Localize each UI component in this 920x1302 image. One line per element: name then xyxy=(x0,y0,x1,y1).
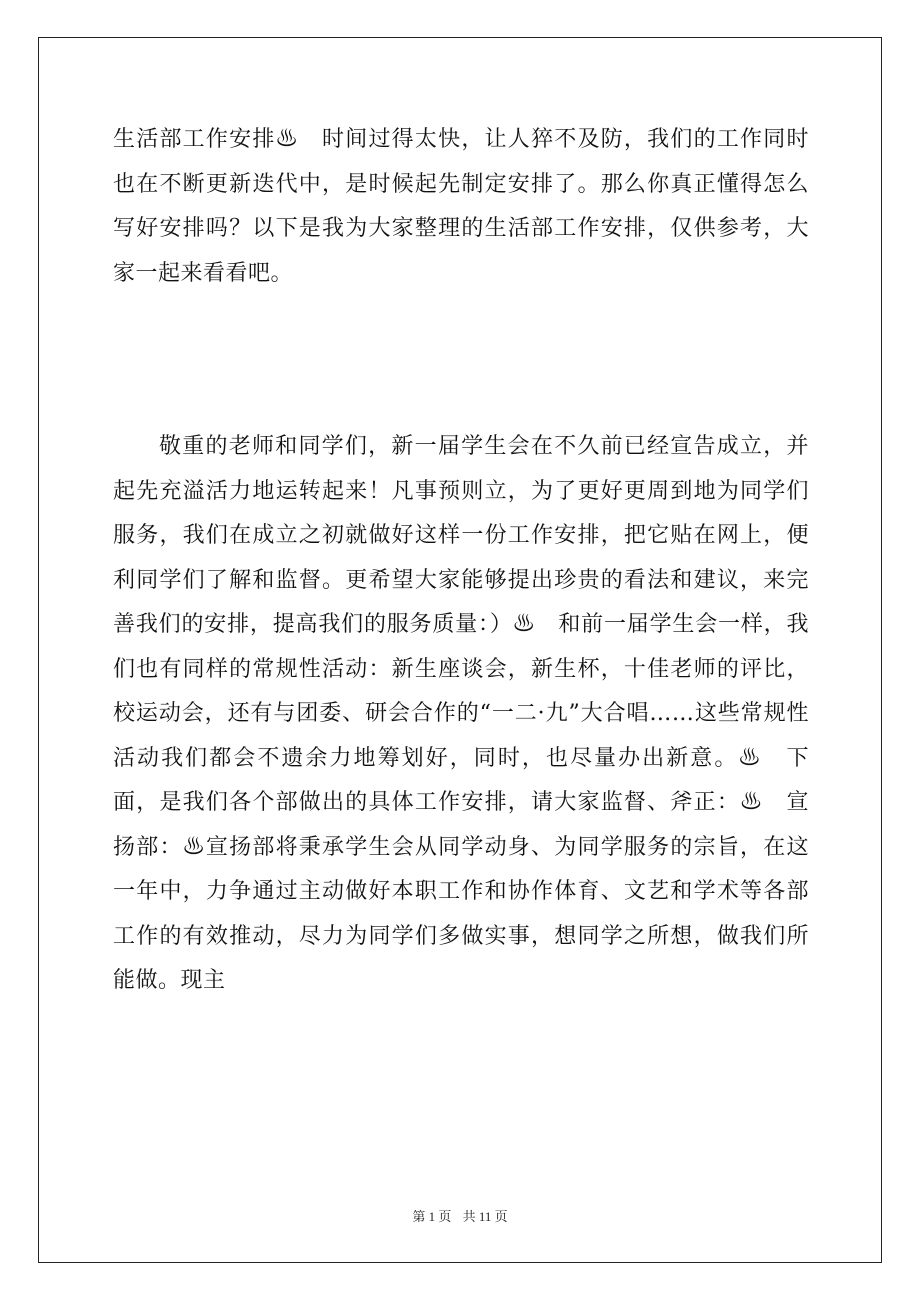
page-number: 第 1 页 xyxy=(412,1209,452,1224)
intro-paragraph: 生活部工作安排♨ 时间过得太快，让人猝不及防，我们的工作同时也在不断更新迭代中，是时候起先制定安排了。那么你真正懂得怎么写好安排吗？以下是我为大家整理的生活部工作安排，仅供参考，大家一起来看看吧。 xyxy=(113,127,809,286)
page-footer xyxy=(0,1206,920,1225)
body-paragraph: 敬重的老师和同学们，新一届学生会在不久前已经宣告成立，并起先充溢活力地运转起来！凡事预则立，为了更好更周到地为同学们服务，我们在成立之初就做好这样一份工作安排，把它贴在网上，便利同学们了解和监督。更希望大家能够提出珍贵的看法和建议，来完善我们的安排，提高我们的服务质量：）♨ 和前一届学生会一样，我们也有同样的常规性活动：新生座谈会，新生杯，十佳老师的评比，校运动会，还有与团委、研会合作的“一二·九”大合唱……这些常规性活动我们都会不遗余力地筹划好，同时，也尽量办出新意。♨ 下面，是我们各个部做出的具体工作安排，请大家监督、斧正：♨ 宣扬部：♨宣扬部将秉承学生会从同学动身、为同学服务的宗旨，在这一年中，力争通过主动做好本职工作和协作体育、文艺和学术等各部工作的有效推动，尽力为同学们多做实事，想同学之所想，做我们所能做。现主 xyxy=(113,434,809,993)
total-pages: 共 11 页 xyxy=(462,1209,508,1224)
